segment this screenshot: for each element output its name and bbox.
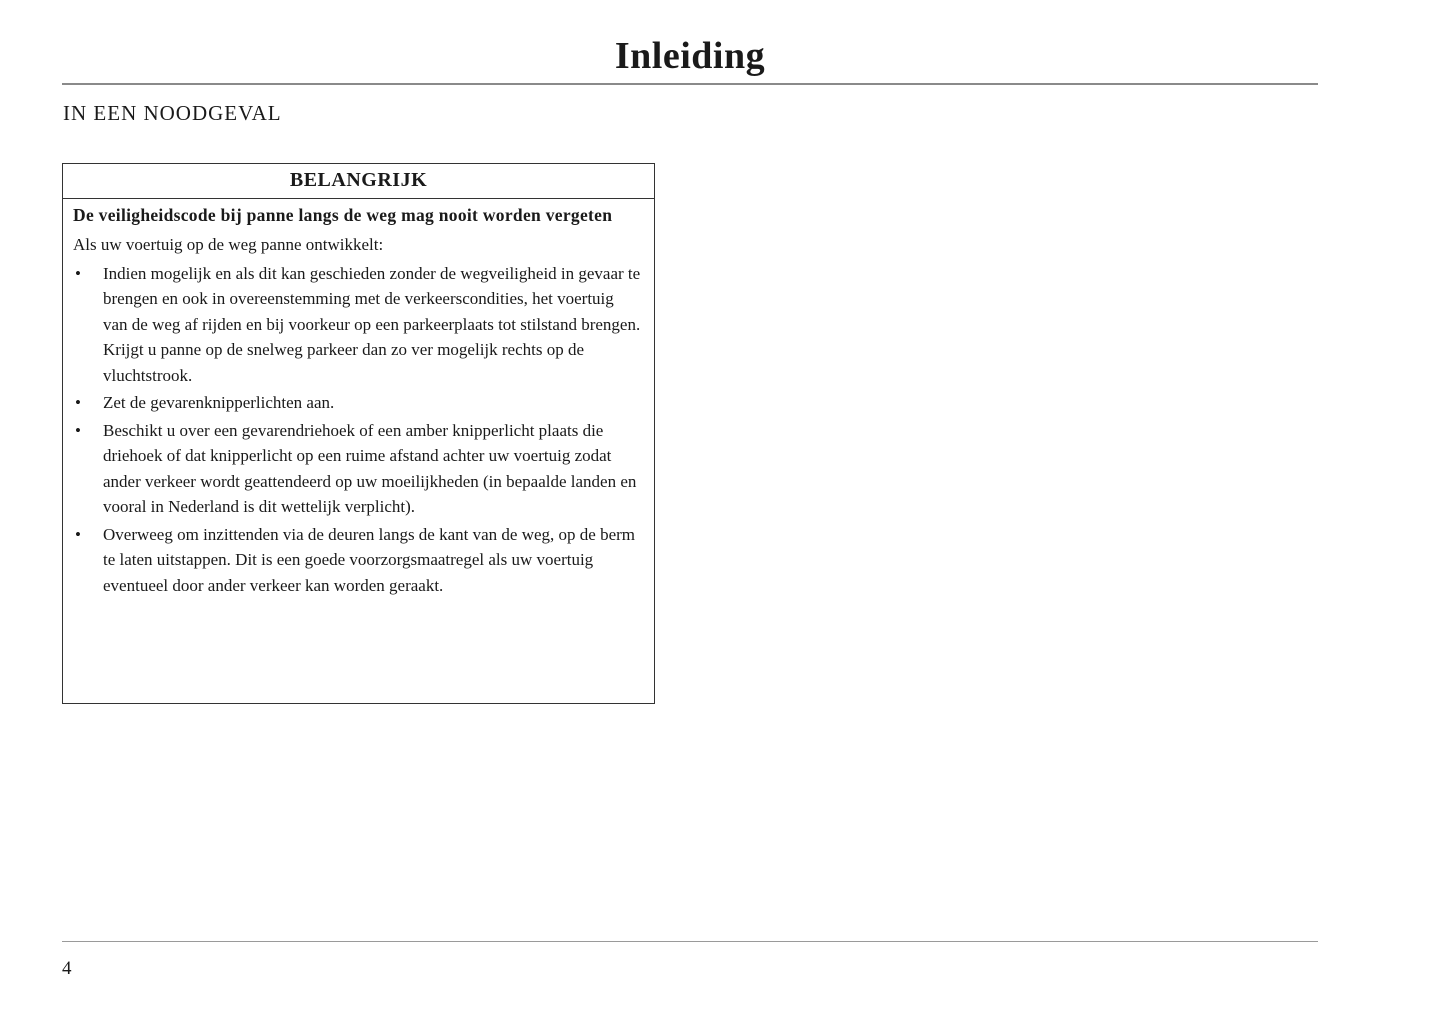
bullet-icon: •	[75, 263, 81, 283]
page-number: 4	[62, 958, 72, 979]
list-item-text: Beschikt u over een gevarendriehoek of een amber knipperlicht plaats die driehoek of dat knipperlicht op een ruime afstand achter uw voertuig zodat ander verkeer wordt geattendeerd op uw moeilijkheden (in bepaalde landen en vooral in Nederland is dit wettelijk verplicht).	[103, 420, 637, 516]
footer-divider	[62, 941, 1318, 942]
list-item	[73, 390, 642, 416]
important-notice-box	[62, 163, 655, 704]
notice-lead: De veiligheidscode bij panne langs de weg mag nooit worden vergeten	[73, 205, 613, 225]
bullet-icon: •	[75, 393, 81, 412]
list-item-text: Zet de gevarenknipperlichten aan.	[103, 393, 335, 412]
header-divider	[62, 83, 1318, 85]
list-item	[73, 418, 642, 520]
notice-label: BELANGRIJK	[63, 164, 654, 199]
section-heading: IN EEN NOODGEVAL	[63, 101, 282, 125]
list-item	[73, 522, 642, 599]
notice-list	[73, 261, 642, 599]
page-title: Inleiding	[614, 35, 766, 77]
list-item	[73, 261, 642, 389]
list-item-text: Indien mogelijk en als dit kan geschieden zonder de wegveiligheid in gevaar te brengen en ook in overeenstemming met de verkeerscondities, het voertuig van de weg af rijden en bij voorkeur op een parkeerplaats tot stilstand brengen. Krijgt u panne op de snelweg parkeer dan zo ver mogelijk rechts op de vluchtstrook.	[103, 263, 641, 385]
notice-intro: Als uw voertuig op de weg panne ontwikkelt:	[73, 235, 384, 254]
notice-body	[63, 199, 654, 598]
list-item-text: Overweeg om inzittenden via de deuren langs de kant van de weg, op de berm te laten uitstappen. Dit is een goede voorzorgsmaatregel als uw voertuig eventueel door ander verkeer kan worden geraakt.	[103, 524, 636, 595]
bullet-icon: •	[75, 420, 81, 440]
bullet-icon: •	[75, 524, 81, 544]
